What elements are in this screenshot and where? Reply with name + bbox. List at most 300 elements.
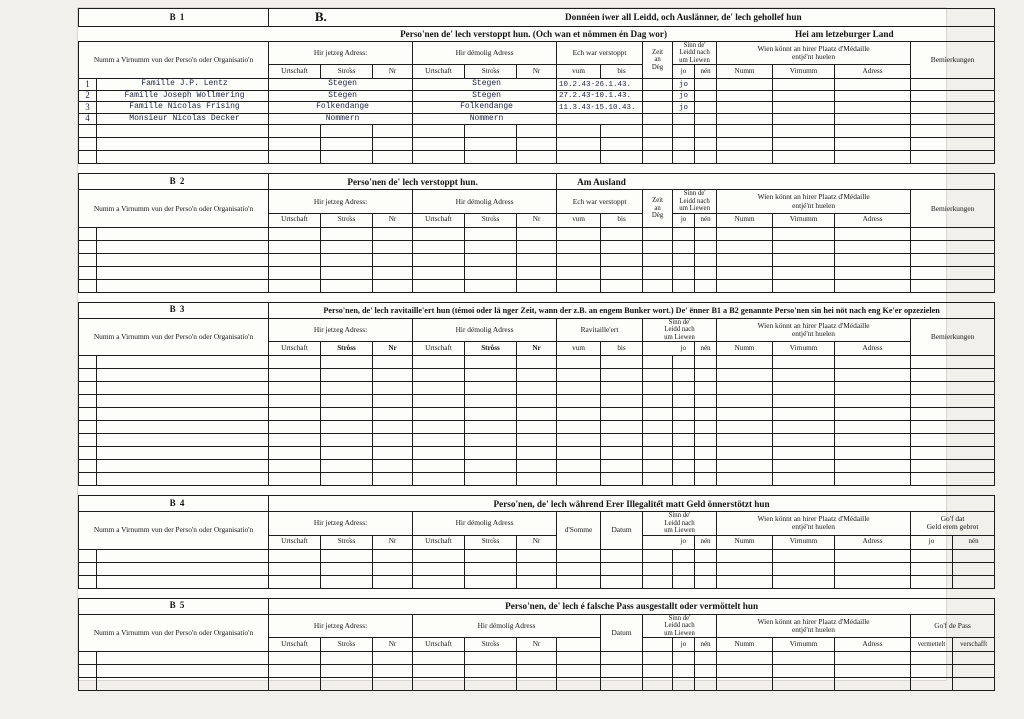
col-header-bis: bis [601,342,643,356]
cell [321,125,373,138]
cell [97,562,269,575]
row-jetzeg-2: Stegen [269,90,413,102]
cell [717,665,773,678]
col-header-datum: Datum [601,512,643,549]
cell [773,253,835,266]
cell [79,473,97,486]
col-header-d-somme: d'Somme [557,512,601,549]
cell [269,356,321,369]
cell [557,279,601,292]
cell [413,408,465,421]
cell [517,151,557,164]
cell [643,266,673,279]
cell [79,253,97,266]
section-b4 [78,495,995,588]
cell [465,382,517,395]
col-header-jo: jo [673,638,695,652]
cell [773,369,835,382]
cell [269,408,321,421]
cell [465,652,517,665]
cell [673,434,695,447]
cell [673,665,695,678]
cell [911,240,995,253]
cell [269,279,321,292]
cell [835,575,911,588]
cell [673,151,695,164]
cell [413,125,465,138]
cell [835,356,911,369]
cell [79,279,97,292]
cell [465,678,517,691]
cell [911,253,995,266]
cell [911,395,995,408]
row-nen-1 [695,79,717,91]
cell [695,434,717,447]
cell [673,678,695,691]
cell [695,266,717,279]
col-header-name-org: Numm a Virnumm vun der Perso'n oder Organisatio'n [79,190,269,227]
cell [517,460,557,473]
cell [97,227,269,240]
row-jo-2: jo [673,90,695,102]
row-dates-2: 27.2.43-10.1.43. [557,90,643,102]
col-header-hir-demolig: Hir démolig Adress [413,614,601,637]
cell [695,240,717,253]
cell [835,125,911,138]
cell [517,473,557,486]
row-virnumm-2 [773,90,835,102]
cell [773,227,835,240]
cell [79,266,97,279]
col-header-stross-1: Stro̊ss [321,535,373,549]
cell [601,253,643,266]
col-header-wien-konnt: Wien könnt an hirer Plaatz d'Médaille entjé'nt huelen [717,190,911,213]
cell [321,382,373,395]
cell [517,421,557,434]
cell [557,652,601,665]
table-row [79,678,995,691]
row-virnumm-1 [773,79,835,91]
cell [321,138,373,151]
cell [717,356,773,369]
cell [673,549,695,562]
cell [911,652,953,665]
cell [673,125,695,138]
cell [717,138,773,151]
cell [717,575,773,588]
col-header-ech-war-verstoppt: Ech war verstoppt [557,42,643,65]
cell [911,421,995,434]
cell [517,266,557,279]
cell [953,575,995,588]
col-header-jo: jo [673,535,695,549]
cell [373,227,413,240]
col-header-urtschaft-2: Urtschaft [413,213,465,227]
cell [717,125,773,138]
col-header-hir-jetzeg: Hir jetzeg Adress: [269,190,413,213]
cell [269,473,321,486]
cell [643,575,673,588]
cell [717,434,773,447]
table-row [79,151,995,164]
cell [413,562,465,575]
row-jo-4 [673,113,695,125]
cell [465,447,517,460]
cell [465,253,517,266]
row-nen-3 [695,102,717,114]
row-jetzeg-4: Nommern [269,113,413,125]
cell [835,665,911,678]
cell [269,434,321,447]
doc-header-line-2: Perso'nen de' lech verstoppt hun. (Och wan et nömmen én Dag wor) [373,27,695,42]
cell [413,652,465,665]
col-header-stross-2: Stro̊ss [465,342,517,356]
cell [269,447,321,460]
cell [465,408,517,421]
cell [695,575,717,588]
cell [601,240,643,253]
cell [601,434,643,447]
cell [97,575,269,588]
cell [321,434,373,447]
cell [517,369,557,382]
cell [695,549,717,562]
cell [373,279,413,292]
row-adress-4 [835,113,911,125]
cell [717,447,773,460]
cell [321,279,373,292]
cell [79,549,97,562]
cell [97,240,269,253]
col-header-sinn-de-leidd: Sinn de' Leidd nach um Liewen [673,190,717,213]
cell [517,356,557,369]
cell [911,369,995,382]
cell [601,138,643,151]
cell [79,395,97,408]
col-header-ravitaillee: Ravitaille'ert [557,318,643,341]
cell [79,460,97,473]
cell [269,369,321,382]
row-bem-3 [911,102,995,114]
table-row [79,356,995,369]
cell [79,447,97,460]
cell [557,575,601,588]
section-code-b2: B 2 [79,174,269,190]
cell [773,408,835,421]
cell [643,125,673,138]
cell [97,434,269,447]
cell [601,151,643,164]
cell [79,382,97,395]
cell [673,279,695,292]
cell [517,447,557,460]
col-header-jo: jo [673,65,695,79]
section-code-b5: B 5 [79,598,269,614]
cell [673,356,695,369]
cell [413,665,465,678]
cell [773,460,835,473]
cell [97,369,269,382]
cell [835,279,911,292]
cell [79,408,97,421]
col-header-vum: vum [557,213,601,227]
cell [911,665,953,678]
col-header-nr-2: Nr [517,213,557,227]
cell [97,266,269,279]
cell [717,227,773,240]
cell [269,266,321,279]
col-header-stross-2: Stro̊ss [465,638,517,652]
cell [373,369,413,382]
cell [517,382,557,395]
cell [557,382,601,395]
cell [695,652,717,665]
cell [643,562,673,575]
cell [557,473,601,486]
cell [321,652,373,665]
cell [773,652,835,665]
col-header-gof-nen: nén [953,535,995,549]
row-demolig-2: Stegen [413,90,557,102]
cell [97,151,269,164]
col-header-urtschaft-1: Urtschaft [269,213,321,227]
cell [643,678,673,691]
section-code-b4: B 4 [79,496,269,512]
cell [517,408,557,421]
cell [601,447,643,460]
col-header-nr-1: Nr [373,638,413,652]
cell [465,434,517,447]
cell [321,369,373,382]
col-header-nr-1: Nr [373,535,413,549]
col-header-nen: nén [695,638,717,652]
col-header-vum: vum [557,342,601,356]
col-header-sinn-de-leidd: Sinn de' Leidd nach um Liewen [643,512,717,535]
cell [465,575,517,588]
col-header-urtschaft-1: Urtschaft [269,535,321,549]
cell [601,665,643,678]
col-header-hir-demolig: Hir démolig Adress [413,512,557,535]
cell [269,678,321,691]
col-header-wien-konnt: Wien könnt an hirer Plaatz d'Médaille entjé'nt huelen [717,318,911,341]
cell [773,279,835,292]
col-header-stross-1: Stro̊ss [321,65,373,79]
cell [773,665,835,678]
cell [695,356,717,369]
cell [911,575,953,588]
cell [557,408,601,421]
cell [465,369,517,382]
cell [269,138,321,151]
col-header-stross-1: Stro̊ss [321,638,373,652]
col-header-adress: Adress [835,65,911,79]
cell [643,369,673,382]
row-check-3: 3 [79,102,97,114]
cell [643,665,673,678]
cell [773,266,835,279]
cell [465,549,517,562]
table-row [79,102,995,114]
cell [465,395,517,408]
cell [97,473,269,486]
cell [557,678,601,691]
section-b2 [78,173,995,292]
cell [79,356,97,369]
section-title-b2-ausland: Am Ausland [557,174,995,190]
cell [695,369,717,382]
col-header-ech-war-verstoppt: Ech war verstoppt [557,190,643,213]
col-header-hir-demolig: Hir démolig Adress [413,42,557,65]
col-header-nen: nén [695,213,717,227]
row-adress-3 [835,102,911,114]
cell [835,240,911,253]
cell [321,678,373,691]
cell [717,253,773,266]
cell [373,434,413,447]
cell [911,279,995,292]
cell [673,369,695,382]
cell [911,151,995,164]
col-header-nr-2: Nr [517,342,557,356]
cell [517,227,557,240]
row-jo-3: jo [673,102,695,114]
cell [601,125,643,138]
cell [643,421,673,434]
section-b1 [78,8,995,164]
cell [79,562,97,575]
cell [557,434,601,447]
cell [465,356,517,369]
cell [321,240,373,253]
col-header-sinn-de-leidd: Sinn de' Leidd nach um Liewen [643,318,717,341]
cell [601,678,643,691]
row-check-4: 4 [79,113,97,125]
cell [97,279,269,292]
row-demolig-3: Folkendange [413,102,557,114]
cell [557,460,601,473]
row-check-2: 2 [79,90,97,102]
cell [269,549,321,562]
cell [465,279,517,292]
cell [601,652,643,665]
row-jetzeg-3: Folkendange [269,102,413,114]
col-header-virnumm: Virnumm [773,65,835,79]
col-header-vum: vum [557,65,601,79]
cell [773,138,835,151]
col-header-jo: jo [673,213,695,227]
cell [911,447,995,460]
col-header-numm: Numm [717,535,773,549]
cell [643,638,673,652]
form-sheet [78,8,988,680]
cell [695,473,717,486]
cell [557,549,601,562]
cell [269,395,321,408]
cell [673,562,695,575]
cell [321,151,373,164]
sheet-label-b: B. [269,9,373,27]
cell [373,240,413,253]
cell [321,562,373,575]
cell [97,652,269,665]
col-header-virnumm: Virnumm [773,213,835,227]
cell [321,549,373,562]
section-code-b1: B 1 [79,9,269,27]
row-adress-2 [835,90,911,102]
cell [517,652,557,665]
cell [373,678,413,691]
cell [601,356,643,369]
table-row [79,240,995,253]
cell [373,575,413,588]
col-header-numm: Numm [717,213,773,227]
col-header-bis: bis [601,213,643,227]
cell [517,395,557,408]
section-b5 [78,598,995,691]
cell [557,125,601,138]
cell [97,138,269,151]
cell [773,356,835,369]
cell [517,678,557,691]
blank-cell [79,27,373,42]
cell [321,356,373,369]
cell [911,408,995,421]
cell [373,562,413,575]
cell [673,253,695,266]
cell [695,227,717,240]
col-header-vermettelt: vermettelt [911,638,953,652]
cell [673,460,695,473]
cell [695,460,717,473]
cell [773,549,835,562]
cell [773,473,835,486]
table-row [79,652,995,665]
row-nen-4 [695,113,717,125]
table-row [79,562,995,575]
cell [643,138,673,151]
cell [269,562,321,575]
col-header-urtschaft-2: Urtschaft [413,638,465,652]
cell [717,266,773,279]
cell [695,408,717,421]
cell [773,575,835,588]
cell [601,562,643,575]
cell [695,421,717,434]
cell [911,473,995,486]
cell [601,279,643,292]
col-header-name-org: Numm a Virnumm vun der Perso'n oder Organisatio'n [79,42,269,79]
cell [517,575,557,588]
cell [413,395,465,408]
cell [269,227,321,240]
cell [695,125,717,138]
cell [465,473,517,486]
cell [717,421,773,434]
cell [911,227,995,240]
cell [413,138,465,151]
cell [413,253,465,266]
cell [269,125,321,138]
cell [835,549,911,562]
cell [465,151,517,164]
cell [465,227,517,240]
row-jo-1: jo [673,79,695,91]
cell [79,665,97,678]
cell [695,395,717,408]
table-row [79,79,995,91]
cell [835,151,911,164]
cell [643,382,673,395]
